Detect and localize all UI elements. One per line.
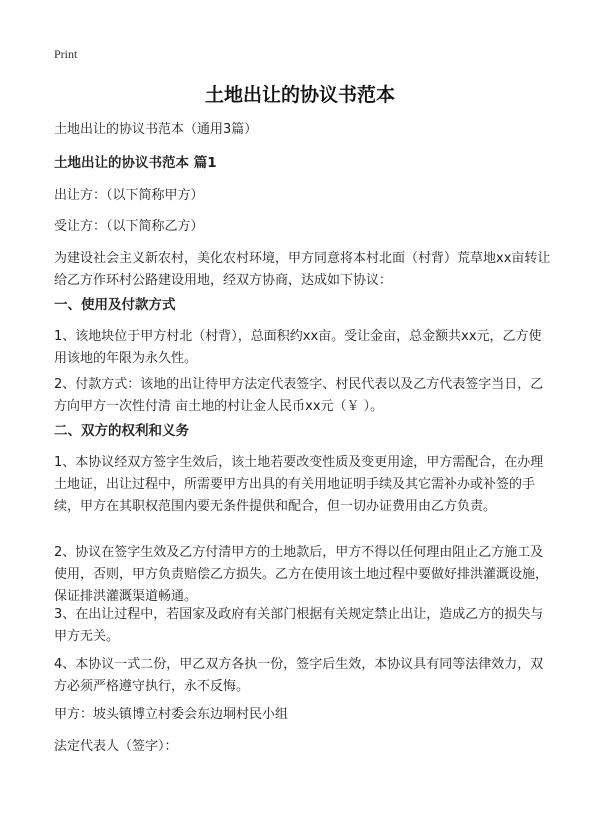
transferor-line: 出让方：（以下简称甲方） — [54, 188, 204, 203]
clause-1-2: 2、付款方式：该地的出让待甲方法定代表签字、村民代表以及乙方代表签字当日，乙方向甲方一次性付清 亩土地的村让金人民币xx元（￥ ）。 — [54, 377, 544, 414]
heading-rights-obligations: 二、双方的权利和义务 — [54, 423, 189, 439]
document-title: 土地出让的协议书范本 — [204, 84, 395, 106]
clause-1-1: 1、该地块位于甲方村北（村背），总面积约xx亩。受让金亩，总金额共xx元，乙方使用该地的年限为永久性。 — [54, 329, 542, 366]
clause-2-1: 1、本协议经双方签字生效后，该土地若要改变性质及变更用途，甲方需配合，在办理土地证，出让过程中，所需要甲方出具的有关用地证明手续及其它需补办或补签的手续，甲方在其职权范围内要无条件提供和配合，但一切办证费用由乙方负责。 — [54, 455, 544, 514]
heading-usage-payment: 一、使用及付款方式 — [54, 297, 176, 313]
section-title: 土地出让的协议书范本 篇1 — [54, 155, 217, 171]
intro-paragraph: 为建设社会主义新农村，美化农村环境，甲方同意将本村北面（村背）荒草地xx亩转让给乙方作环村公路建设用地，经双方协商，达成如下协议： — [54, 251, 551, 288]
legal-representative-line: 法定代表人（签字）： — [54, 739, 178, 754]
party-a-line: 甲方：坡头镇博立村委会东边垌村民小组 — [54, 707, 289, 722]
clause-2-4: 4、本协议一式二份，甲乙双方各执一份，签字后生效，本协议具有同等法律效力，双方必须严格遵守执行，永不反悔。 — [54, 657, 544, 694]
print-label: Print — [54, 47, 78, 61]
transferee-line: 受让方：（以下简称乙方） — [54, 219, 204, 234]
clause-2-3: 3、在出让过程中，若国家及政府有关部门根据有关规定禁止出让，造成乙方的损失与甲方无关。 — [54, 607, 544, 644]
document-subtitle: 土地出让的协议书范本（通用3篇） — [54, 122, 258, 137]
clause-2-2: 2、协议在签字生效及乙方付清甲方的土地款后，甲方不得以任何理由阻止乙方施工及使用，否则，甲方负责赔偿乙方损失。乙方在使用该土地过程中要做好排洪灌溉设施，保证排洪灌溉渠道畅通。 — [54, 545, 549, 604]
